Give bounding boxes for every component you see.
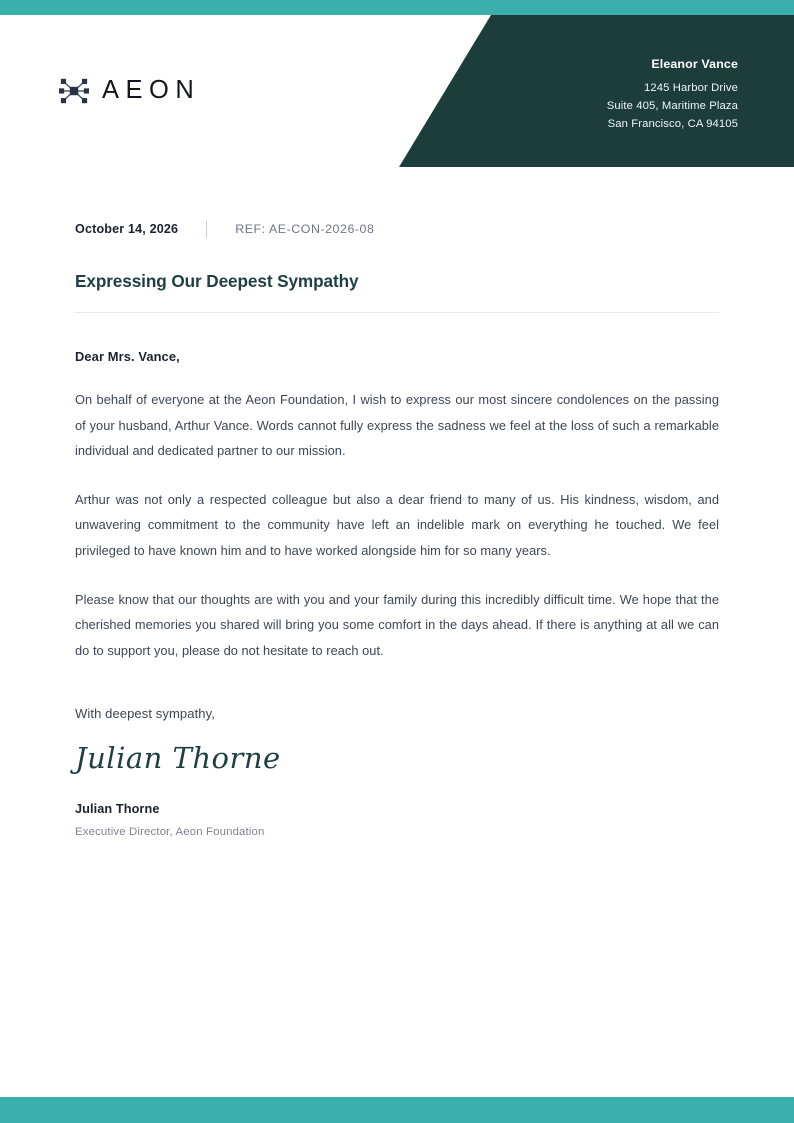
letter-paragraph-2: Arthur was not only a respected colleague but also a dear friend to many of us. His kindness, wisdom, and unwavering commitment to the community have left an indelible mark on everything he touched. We feel privileged to have known him and to have worked alongside him for so many years. bbox=[75, 491, 719, 558]
letter-title: Expressing Our Deepest Sympathy bbox=[75, 271, 359, 291]
letter-reference: REF: AE-CON-2026-08 bbox=[235, 222, 375, 236]
signer-role: Executive Director, Aeon Foundation bbox=[75, 826, 265, 839]
recipient-address-line-3: San Francisco, CA 94105 bbox=[607, 117, 738, 130]
recipient-address-block bbox=[607, 57, 738, 133]
title-divider-rule bbox=[75, 312, 719, 313]
letter-body bbox=[75, 167, 719, 838]
letter-date: October 14, 2026 bbox=[75, 222, 179, 236]
letterhead-header bbox=[0, 15, 794, 167]
footer-accent-bar bbox=[0, 1097, 794, 1123]
recipient-name: Eleanor Vance bbox=[651, 57, 738, 71]
brand-logo bbox=[59, 76, 200, 106]
signer-name: Julian Thorne bbox=[75, 802, 160, 817]
brand-wordmark: AEON bbox=[102, 76, 201, 105]
recipient-address-line-1: 1245 Harbor Drive bbox=[643, 81, 738, 94]
letter-meta-row bbox=[75, 220, 719, 238]
letter-salutation: Dear Mrs. Vance, bbox=[75, 349, 180, 364]
letter-paragraph-3: Please know that our thoughts are with you and your family during this incredibly difficult time. We hope that the cherished memories you shared will bring you some comfort in the days ahead. If there is anything at all we can do to support you, please do not hesitate to reach out. bbox=[75, 591, 719, 658]
recipient-address-line-2: Suite 405, Maritime Plaza bbox=[606, 99, 738, 112]
handwritten-signature: Julian Thorne bbox=[75, 741, 281, 776]
top-accent-bar bbox=[0, 0, 794, 15]
meta-divider bbox=[206, 221, 207, 238]
letter-closing: With deepest sympathy, bbox=[75, 706, 215, 722]
network-hub-icon bbox=[59, 76, 89, 106]
letter-paragraph-1: On behalf of everyone at the Aeon Foundation, I wish to express our most sincere condolences on the passing of your husband, Arthur Vance. Words cannot fully express the sadness we feel at the loss of such a remarkable individual and dedicated partner to our mission. bbox=[75, 392, 719, 459]
